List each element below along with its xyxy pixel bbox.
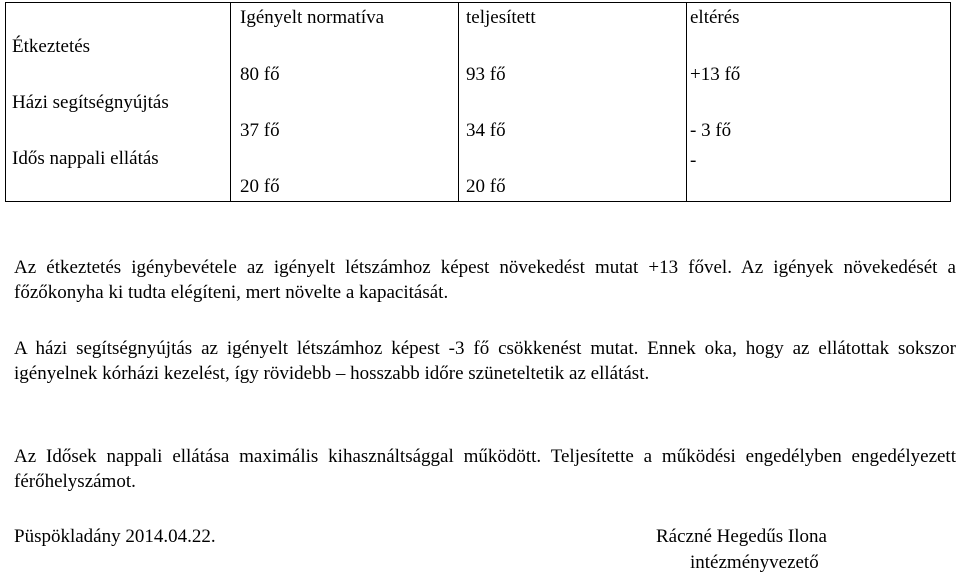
row-label-etkeztetes: Étkeztetés [12, 36, 91, 57]
cell-teljesitett: 20 fő [466, 176, 506, 197]
row-label-hazi: Házi segítségnyújtás [12, 92, 169, 113]
paragraph-idosek: Az Idősek nappali ellátása maximális kihasználtsággal működött. Teljesítette a működési engedélyben engedélyezett férőhelyszámot. [14, 446, 956, 492]
cell-elteres: - [690, 150, 697, 171]
table-divider [230, 2, 231, 202]
signer-title: intézményvezető [690, 552, 819, 573]
cell-teljesitett: 34 fő [466, 120, 506, 141]
cell-normativa: 37 fő [240, 120, 280, 141]
row-label-idos: Idős nappali ellátás [12, 148, 159, 169]
place-date: Püspökladány 2014.04.22. [14, 526, 216, 547]
cell-elteres: - 3 fő [690, 120, 732, 141]
header-teljesitett: teljesített [466, 7, 536, 28]
header-elteres: eltérés [690, 7, 740, 28]
table-divider [458, 2, 459, 202]
cell-teljesitett: 93 fő [466, 64, 506, 85]
header-normativa: Igényelt normatíva [240, 7, 385, 28]
cell-elteres: +13 fő [690, 64, 741, 85]
paragraph-hazi-segitseg: A házi segítségnyújtás az igényelt létszámhoz képest -3 fő csökkenést mutat. Ennek oka, hogy az ellátottak sokszor igényelnek kórházi kezelést, így rövidebb – hosszabb időre szüneteltetik az ellátást. [14, 338, 956, 384]
signer-name: Ráczné Hegedűs Ilona [656, 526, 827, 547]
table-divider [686, 2, 687, 202]
paragraph-etkeztetes: Az étkeztetés igénybevétele az igényelt létszámhoz képest növekedést mutat +13 fővel. Az igények növekedését a főzőkonyha ki tudta elégíteni, mert növelte a kapacitását. [14, 257, 956, 303]
cell-normativa: 80 fő [240, 64, 280, 85]
cell-normativa: 20 fő [240, 176, 280, 197]
